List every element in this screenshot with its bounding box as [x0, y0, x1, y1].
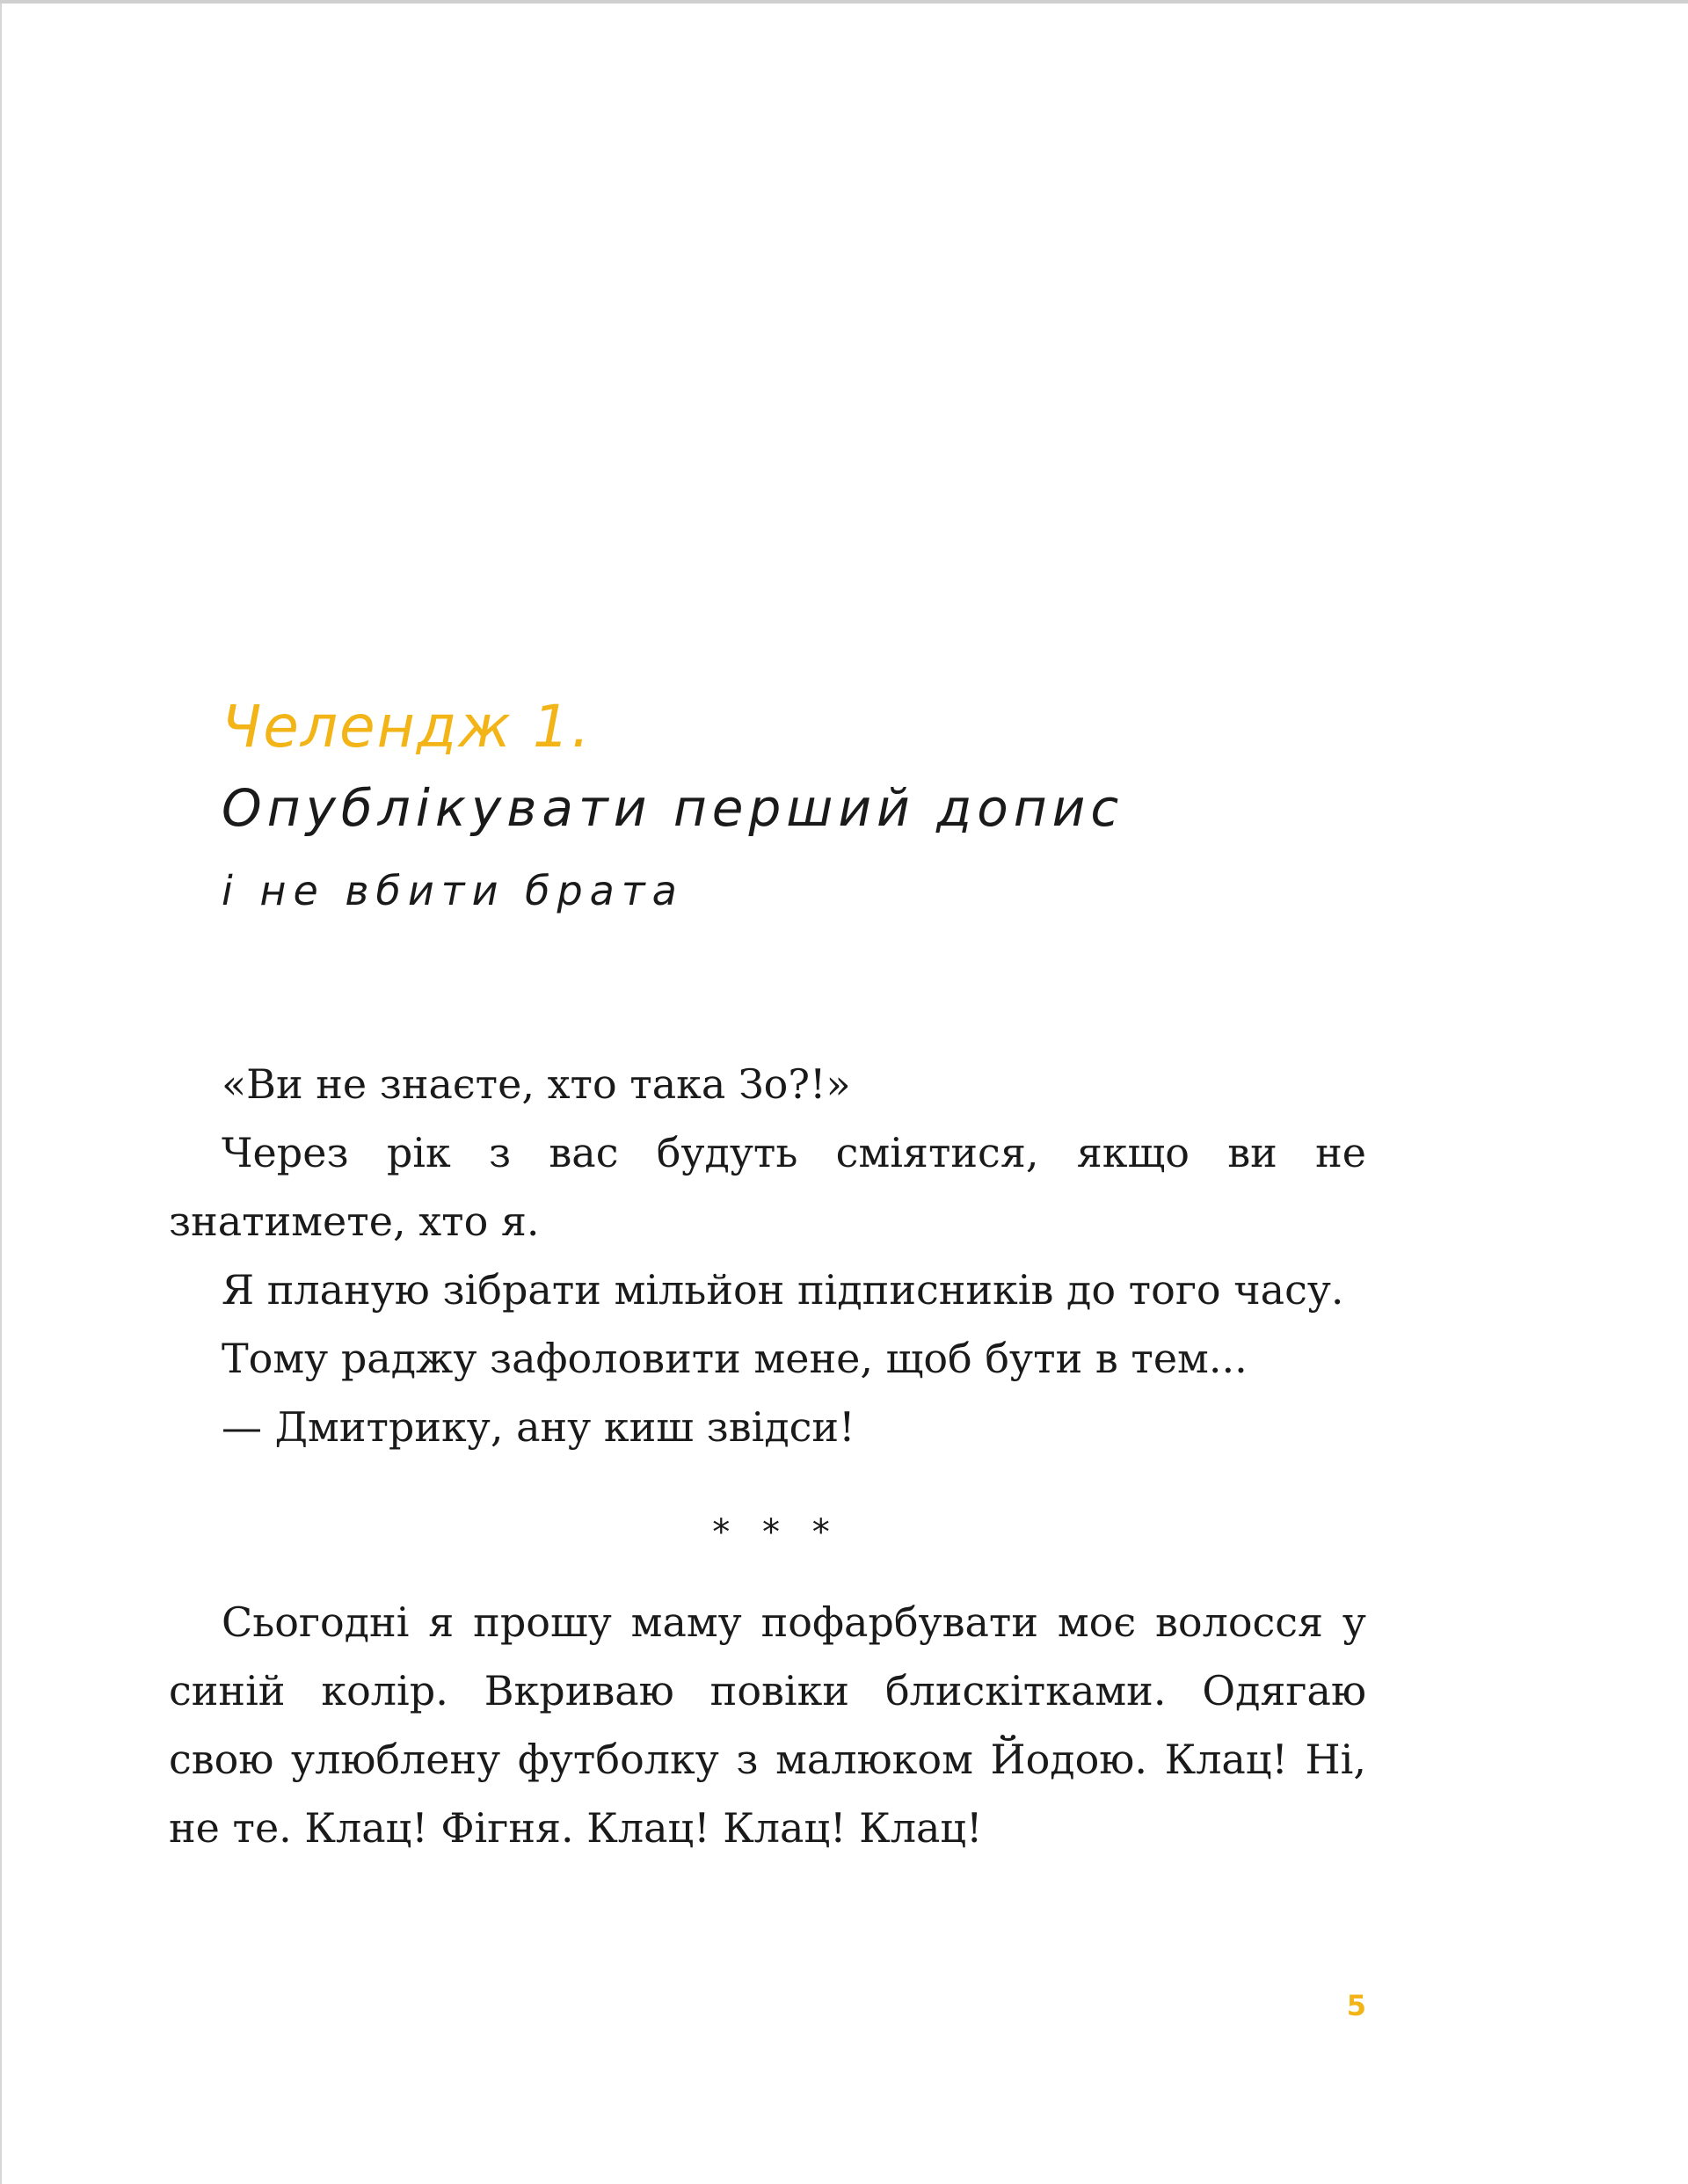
- page-number: 5: [1346, 1989, 1366, 2022]
- paragraph: — Дмитрику, ану киш звідси!: [222, 1403, 855, 1451]
- chapter-title-line-2: і не вбити брата: [222, 867, 684, 914]
- paragraph: «Ви не знаєте, хто така Зо?!»: [222, 1060, 851, 1108]
- chapter-label: Челендж 1.: [222, 693, 592, 761]
- paragraph: Я планую зібрати мільйон підписників до того часу.: [222, 1266, 1344, 1314]
- body-text: [169, 1050, 1366, 1862]
- book-page: [0, 4, 1688, 2184]
- paragraph: Через рік з вас будуть сміятися, якщо ви не знатимете, хто я.: [169, 1129, 1366, 1245]
- chapter-heading: [222, 693, 1364, 914]
- paragraph: Сьогодні я прошу маму пофарбувати моє волосся у синій колір. Вкриваю повіки блискітками. Одягаю свою улюблену футболку з малюком Йодою. Клац! Ні, не те. Клац! Фігня. Клац! Клац! Клац!: [169, 1598, 1366, 1852]
- chapter-title-line-1: Опублікувати перший допис: [222, 778, 1124, 838]
- section-separator: * * *: [712, 1512, 840, 1553]
- paragraph: Тому раджу зафоловити мене, щоб бути в тем...: [222, 1335, 1248, 1382]
